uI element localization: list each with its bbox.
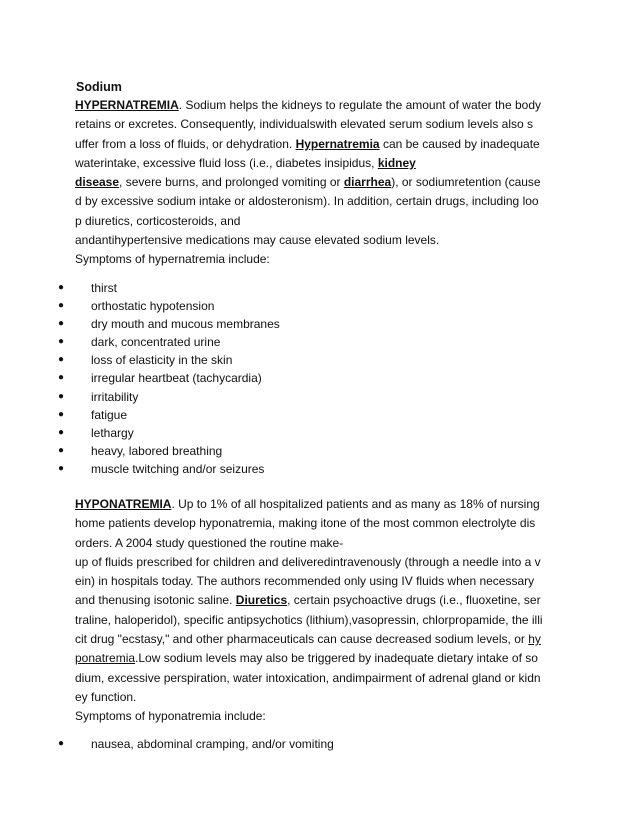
paragraph-line	[75, 115, 575, 134]
hyperlink[interactable]: HYPERNATREMIA	[75, 98, 179, 112]
text-run: .Low sodium levels may also be triggered by inadequate dietary intake of so	[135, 651, 538, 666]
symptom-text: heavy, labored breathing	[91, 443, 223, 458]
paragraph-line	[75, 495, 575, 514]
text-run: cit drug "ecstasy," and other pharmaceuticals can cause decreased sodium levels, or	[75, 632, 529, 647]
paragraph-line	[75, 707, 575, 726]
symptom-text: muscle twitching and/or seizures	[91, 461, 265, 476]
section-title: Sodium	[76, 80, 122, 94]
symptom-list-item	[58, 735, 334, 753]
text-run: orders. A 2004 study questioned the routine make-	[75, 535, 344, 550]
hyperlink[interactable]: ponatremia	[75, 651, 136, 666]
hyperlink[interactable]: HYPONATREMIA	[75, 497, 172, 511]
bullet-icon: ●	[58, 318, 65, 330]
paragraph-line	[75, 630, 575, 649]
hyperlink[interactable]: diarrhea	[343, 175, 392, 190]
paragraph-line	[75, 154, 575, 173]
text-run: and thenusing isotonic saline.	[75, 593, 236, 608]
text-run: ey function.	[75, 689, 137, 704]
symptom-text: orthostatic hypotension	[91, 299, 215, 314]
symptom-list-item	[58, 424, 280, 442]
text-run: retains or excretes. Consequently, individualswith elevated serum sodium levels also s	[75, 117, 533, 132]
symptom-list-item	[58, 460, 280, 478]
bullet-icon: ●	[58, 390, 65, 402]
symptom-list-item	[58, 406, 280, 424]
symptom-text: thirst	[91, 281, 118, 295]
paragraph-line	[75, 553, 575, 572]
hyperlink[interactable]: kidney	[377, 155, 416, 170]
text-run: d by excessive sodium intake or aldosteronism). In addition, certain drugs, including loo	[75, 194, 539, 209]
symptom-list-item	[58, 369, 280, 387]
symptom-list-item	[58, 297, 280, 315]
hyperlink[interactable]: Hypernatremia	[295, 136, 380, 151]
paragraph-line	[75, 514, 575, 533]
paragraph-line	[75, 611, 575, 630]
symptom-text: lethargy	[91, 425, 134, 440]
hyponatremia-paragraph	[75, 495, 575, 727]
symptom-text: dark, concentrated urine	[91, 335, 221, 350]
paragraph-line	[75, 591, 575, 610]
symptom-text: irregular heartbeat (tachycardia)	[91, 371, 262, 386]
hyperlink[interactable]: Diuretics	[235, 593, 288, 608]
text-run: , certain psychoactive drugs (i.e., fluoxetine, ser	[287, 593, 541, 608]
paragraph-line	[75, 192, 575, 211]
paragraph-line	[75, 173, 575, 192]
text-run: ), or sodiumretention (cause	[391, 175, 541, 190]
paragraph-line	[75, 534, 575, 553]
hyperlink[interactable]: hy	[528, 632, 541, 647]
text-run: up of fluids prescribed for children and deliveredintravenously (through a needle into a v	[75, 554, 541, 569]
text-run: p diuretics, corticosteroids, and	[75, 213, 241, 228]
text-run: andantihypertensive medications may cause elevated sodium levels.	[75, 233, 440, 248]
paragraph-line	[75, 96, 575, 115]
bullet-icon: ●	[58, 426, 65, 438]
hypernatremia-symptoms-list	[58, 279, 280, 478]
text-run: can be caused by inadequate	[379, 136, 540, 151]
symptom-list-item	[58, 388, 280, 406]
bullet-icon: ●	[58, 738, 65, 749]
hyponatremia-symptoms-list	[58, 735, 334, 753]
text-run: . Up to 1% of all hospitalized patients and as many as 18% of nursing	[171, 497, 540, 511]
text-run: Symptoms of hyponatremia include:	[75, 709, 266, 724]
paragraph-line	[75, 212, 575, 231]
paragraph-line	[75, 649, 575, 668]
text-run: home patients develop hyponatremia, making itone of the most common electrolyte dis	[75, 516, 536, 531]
bullet-icon: ●	[58, 300, 65, 312]
symptom-list-item	[58, 351, 280, 369]
bullet-icon: ●	[58, 462, 65, 474]
bullet-icon: ●	[58, 444, 65, 456]
symptom-text: fatigue	[91, 407, 128, 422]
paragraph-line	[75, 688, 575, 707]
text-run: uffer from a loss of fluids, or dehydration.	[75, 136, 296, 151]
text-run: Symptoms of hypernatremia include:	[75, 252, 270, 267]
paragraph-line	[75, 231, 575, 250]
symptom-list-item	[58, 442, 280, 460]
bullet-icon: ●	[58, 354, 65, 366]
text-run: traline, haloperidol), specific antipsychotics (lithium),vasopressin, chlorpropamide, the illi	[75, 612, 543, 627]
symptom-text: dry mouth and mucous membranes	[91, 317, 280, 332]
text-run: ein) in hospitals today. The authors recommended only using IV fluids when necessary	[75, 574, 535, 589]
text-run: . Sodium helps the kidneys to regulate the amount of water the body	[178, 98, 542, 112]
paragraph-line	[75, 669, 575, 688]
hypernatremia-paragraph	[75, 96, 575, 270]
symptom-text: irritability	[91, 389, 139, 404]
symptom-text: loss of elasticity in the skin	[91, 353, 233, 368]
bullet-icon: ●	[58, 336, 65, 348]
text-run: dium, excessive perspiration, water intoxication, andimpairment of adrenal gland or kidn	[75, 670, 541, 685]
bullet-icon: ●	[58, 372, 65, 384]
symptom-list-item	[58, 315, 280, 333]
text-run: waterintake, excessive fluid loss (i.e., diabetes insipidus,	[75, 155, 378, 170]
paragraph-line	[75, 572, 575, 591]
symptom-list-item	[58, 279, 280, 297]
paragraph-line	[75, 250, 575, 269]
bullet-icon: ●	[58, 282, 65, 293]
text-run: , severe burns, and prolonged vomiting or	[119, 175, 344, 190]
bullet-icon: ●	[58, 408, 65, 420]
hyperlink[interactable]: disease	[75, 175, 120, 190]
symptom-text: nausea, abdominal cramping, and/or vomiting	[91, 737, 334, 751]
symptom-list-item	[58, 333, 280, 351]
paragraph-line	[75, 135, 575, 154]
